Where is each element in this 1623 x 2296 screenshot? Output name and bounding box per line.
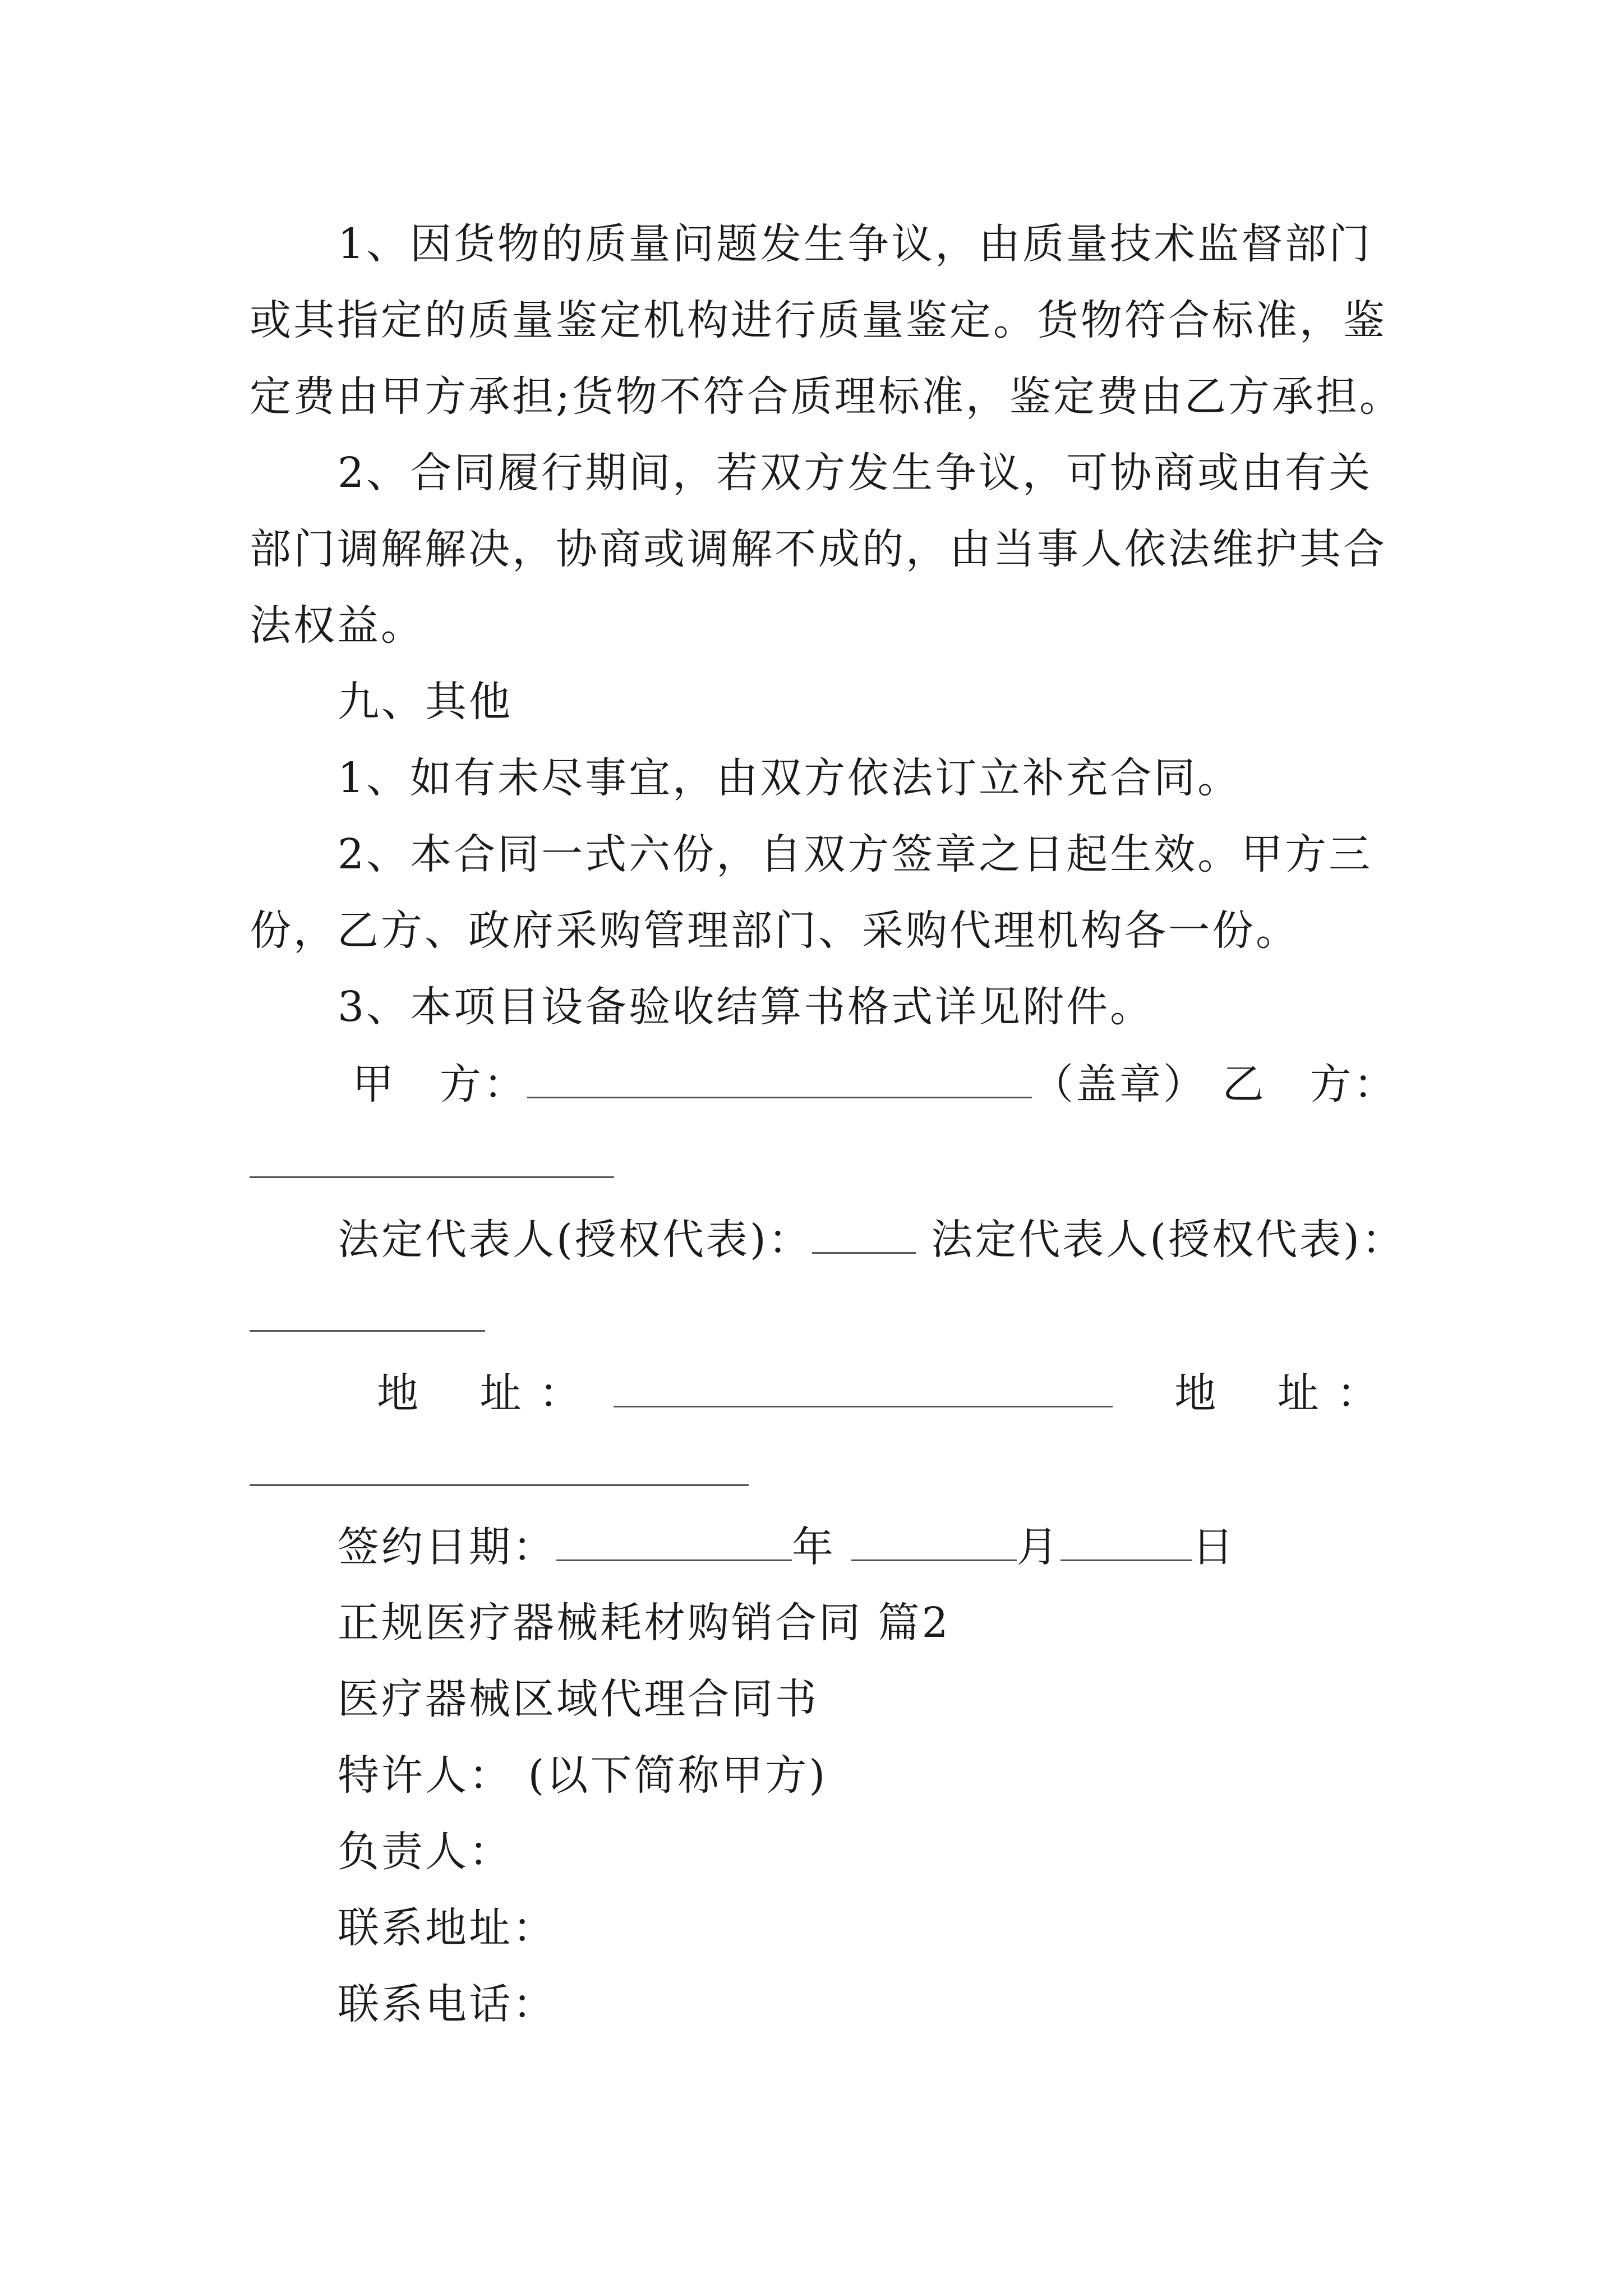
paragraph-line: 部门调解解决，协商或调解不成的，由当事人依法维护其合 (250, 525, 1387, 573)
date-label: 签约日期： (338, 1523, 556, 1571)
paragraph-line: 2、本合同一式六份，自双方签章之日起生效。甲方三 (338, 830, 1373, 878)
seal-label: （盖章） (1032, 1060, 1207, 1108)
day-blank (1061, 1526, 1192, 1561)
paragraph-line: 3、本项目设备验收结算书格式详见附件。 (338, 983, 1154, 1031)
address-b-label: 地 址 ： (1174, 1369, 1381, 1418)
year-blank (556, 1526, 792, 1561)
paragraph-line: 定费由甲方承担;货物不符合质理标准，鉴定费由乙方承担。 (250, 372, 1403, 421)
rep-a-blank (812, 1218, 916, 1254)
person-in-charge-line: 负责人： (338, 1828, 513, 1876)
contract-title: 正规医疗器械耗材购销合同 篇2 (338, 1599, 951, 1647)
party-b-blank (250, 1176, 614, 1178)
paragraph-line: 法权益。 (250, 601, 425, 650)
party-b-label: 乙 方： (1222, 1060, 1398, 1108)
paragraph-line: 2、合同履行期间，若双方发生争议，可协商或由有关 (338, 449, 1373, 497)
address-line (377, 1369, 1381, 1418)
address-a-label: 地 址 ： (377, 1369, 583, 1418)
month-label: 月 (1016, 1523, 1061, 1571)
contact-phone-line: 联系电话： (338, 1980, 556, 2028)
contract-subtitle: 医疗器械区域代理合同书 (338, 1675, 819, 1723)
address-b-blank (250, 1484, 749, 1486)
paragraph-line: 份，乙方、政府采购管理部门、采购代理机构各一份。 (250, 907, 1299, 955)
month-blank (851, 1526, 1017, 1561)
rep-b-label: 法定代表人(授权代表)： (931, 1216, 1406, 1264)
rep-a-label: 法定代表人(授权代表)： (338, 1216, 812, 1264)
paragraph-line: 或其指定的质量鉴定机构进行质量鉴定。货物符合标准，鉴 (250, 296, 1387, 344)
year-label: 年 (792, 1523, 836, 1571)
party-a-blank (527, 1063, 1032, 1098)
paragraph-line: 1、如有未尽事宜，由双方依法订立补充合同。 (338, 754, 1242, 802)
sign-date-line (338, 1523, 1236, 1571)
paragraph-line: 1、因货物的质量问题发生争议，由质量技术监督部门 (338, 220, 1373, 268)
contact-address-line: 联系地址： (338, 1904, 556, 1952)
representative-line (338, 1216, 1406, 1264)
day-label: 日 (1192, 1523, 1236, 1571)
licensor-line: 特许人： (以下简称甲方) (338, 1751, 828, 1800)
rep-b-blank (250, 1330, 485, 1332)
section-heading: 九、其他 (338, 678, 513, 726)
party-a-label: 甲 方： (352, 1060, 527, 1108)
signature-party-line (352, 1060, 1398, 1108)
address-a-blank (614, 1372, 1113, 1407)
